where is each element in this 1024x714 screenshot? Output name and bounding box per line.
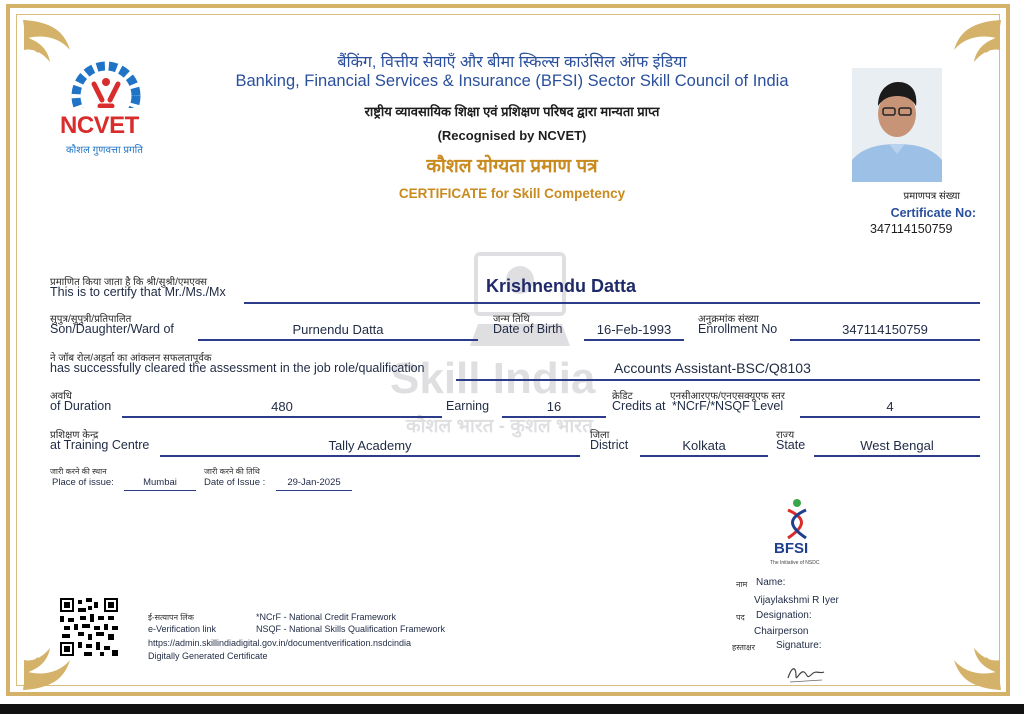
- state-line: [814, 455, 980, 457]
- council-name-hindi: बैंकिंग, वित्तीय सेवाएँ और बीमा स्किल्स काउंसिल ऑफ इंडिया: [337, 54, 687, 71]
- candidate-photo: [852, 68, 942, 182]
- enroll-label: Enrollment No: [698, 322, 778, 336]
- signatory-name: Vijaylakshmi R Iyer: [754, 595, 839, 606]
- issue-date-line: [276, 490, 352, 491]
- credits-label-hindi: क्रेडिट: [612, 391, 633, 402]
- job-role-value: Accounts Assistant-BSC/Q8103: [614, 360, 811, 376]
- duration-label: of Duration: [50, 399, 112, 413]
- job-label-hindi: ने जॉब रोल/अहर्ता का आंकलन सफलतापूर्वक: [50, 353, 212, 364]
- ncvet-tagline: कौशल गुणवत्ता प्रगति: [66, 145, 143, 156]
- designation-label-hindi: पद: [736, 613, 745, 622]
- dob-label: Date of Birth: [493, 322, 563, 336]
- ncrf-note: *NCrF - National Credit Framework: [256, 612, 397, 622]
- ward-label-hindi: सुपुत्र/सुपुत्री/प्रतिपालित: [50, 314, 132, 325]
- earning-label: Earning: [446, 399, 490, 413]
- certify-label-hindi: प्रमाणित किया जाता है कि श्री/सुश्री/एमएक्स: [50, 277, 208, 288]
- duration-value: 480: [271, 399, 293, 414]
- district-line: [640, 455, 768, 457]
- candidate-name-line: [244, 302, 980, 304]
- watermark-brand: Skill India: [390, 354, 596, 403]
- dob-value: 16-Feb-1993: [596, 322, 672, 337]
- level-line: [800, 416, 980, 418]
- issue-date-label-hindi: जारी करने की तिथि: [204, 467, 260, 476]
- verification-url-link[interactable]: https://admin.skillindiadigital.gov.in/documentverification.nsdcindia: [148, 638, 411, 648]
- certificate-title-english: CERTIFICATE for Skill Competency: [398, 186, 626, 201]
- dob-label-hindi: जन्म तिथि: [493, 314, 530, 325]
- candidate-name: Krishnendu Datta: [486, 276, 637, 296]
- state-label-hindi: राज्य: [776, 430, 795, 441]
- credits-label: Credits at: [612, 399, 666, 413]
- centre-value: Tally Academy: [328, 438, 412, 453]
- signatory-name-label-hindi: नाम: [736, 580, 748, 589]
- level-value: 4: [886, 399, 894, 414]
- ward-line: [198, 339, 478, 341]
- recognition-hindi: राष्ट्रीय व्यावसायिक शिक्षा एवं प्रशिक्षण परिषद द्वारा मान्यता प्राप्त: [364, 104, 660, 119]
- nsqf-note: NSQF - National Skills Qualification Framework: [256, 624, 446, 634]
- dna-icon: [762, 498, 832, 542]
- bfsi-logo: [762, 498, 832, 572]
- level-label-hindi: एनसीआरएफ/एनएसक्यूएफ स्तर: [670, 391, 785, 402]
- signature-label: Signature:: [776, 640, 822, 651]
- everify-label-hindi: ई-सत्यापन लिंक: [148, 613, 194, 622]
- place-line: [124, 490, 196, 491]
- designation-label: Designation:: [756, 610, 812, 621]
- enroll-line: [790, 339, 980, 341]
- enroll-value: 347114150759: [842, 322, 928, 337]
- recognition-english: (Recognised by NCVET): [437, 128, 587, 143]
- certificate-number-label-hindi: प्रमाणपत्र संख्या: [903, 191, 960, 202]
- certify-label: This is to certify that Mr./Ms./Mx: [50, 285, 226, 299]
- signature-label-hindi: हस्ताक्षर: [732, 643, 755, 652]
- signatory-name-label: Name:: [756, 577, 786, 588]
- digital-certificate-note: Digitally Generated Certificate: [148, 651, 268, 661]
- ncvet-logo-text: NCVET: [60, 112, 139, 139]
- certificate-number-label: Certificate No:: [890, 206, 976, 220]
- watermark-tagline: कौशल भारत - कुशल भारत: [406, 416, 593, 437]
- certificate-number: 347114150759: [870, 222, 953, 236]
- bfsi-logo-tagline: The Initiative of NSDC: [770, 560, 820, 566]
- district-label-hindi: जिला: [590, 430, 610, 441]
- issue-date-value: 29-Jan-2025: [287, 477, 341, 488]
- person-icon: [852, 68, 942, 182]
- certificate-title-hindi: कौशल योग्यता प्रमाण पत्र: [426, 156, 598, 177]
- centre-label: at Training Centre: [50, 438, 150, 452]
- issue-date-label: Date of Issue :: [204, 477, 266, 488]
- place-label-hindi: जारी करने की स्थान: [50, 467, 107, 476]
- ward-value: Purnendu Datta: [292, 322, 384, 337]
- level-label: *NCrF/*NSQF Level: [672, 399, 784, 413]
- bottom-bar: [0, 704, 1024, 714]
- centre-label-hindi: प्रशिक्षण केन्द्र: [50, 430, 99, 441]
- job-role-line: [456, 379, 980, 381]
- designation-value: Chairperson: [754, 626, 809, 637]
- signature-icon: [784, 660, 828, 686]
- earning-value: 16: [546, 399, 562, 414]
- duration-line: [122, 416, 442, 418]
- ward-label: Son/Daughter/Ward of: [50, 322, 174, 336]
- everify-label: e-Verification link: [148, 624, 217, 634]
- corner-ornament-icon: [934, 624, 1004, 694]
- state-label: State: [776, 438, 806, 452]
- centre-line: [160, 455, 580, 457]
- council-name-english: Banking, Financial Services & Insurance (BFSI) Sector Skill Council of India: [235, 72, 789, 90]
- dob-line: [584, 339, 684, 341]
- enroll-label-hindi: अनुक्रमांक संख्या: [698, 314, 759, 325]
- state-value: West Bengal: [860, 438, 934, 453]
- job-label: has successfully cleared the assessment in the job role/qualification: [50, 361, 425, 375]
- district-value: Kolkata: [682, 438, 726, 453]
- bfsi-logo-text: BFSI: [774, 540, 809, 557]
- duration-label-hindi: अवधि: [50, 391, 72, 402]
- place-value: Mumbai: [143, 477, 177, 488]
- qr-code-icon[interactable]: [60, 598, 118, 656]
- place-label: Place of issue:: [52, 477, 114, 488]
- district-label: District: [590, 438, 629, 452]
- earning-line: [502, 416, 606, 418]
